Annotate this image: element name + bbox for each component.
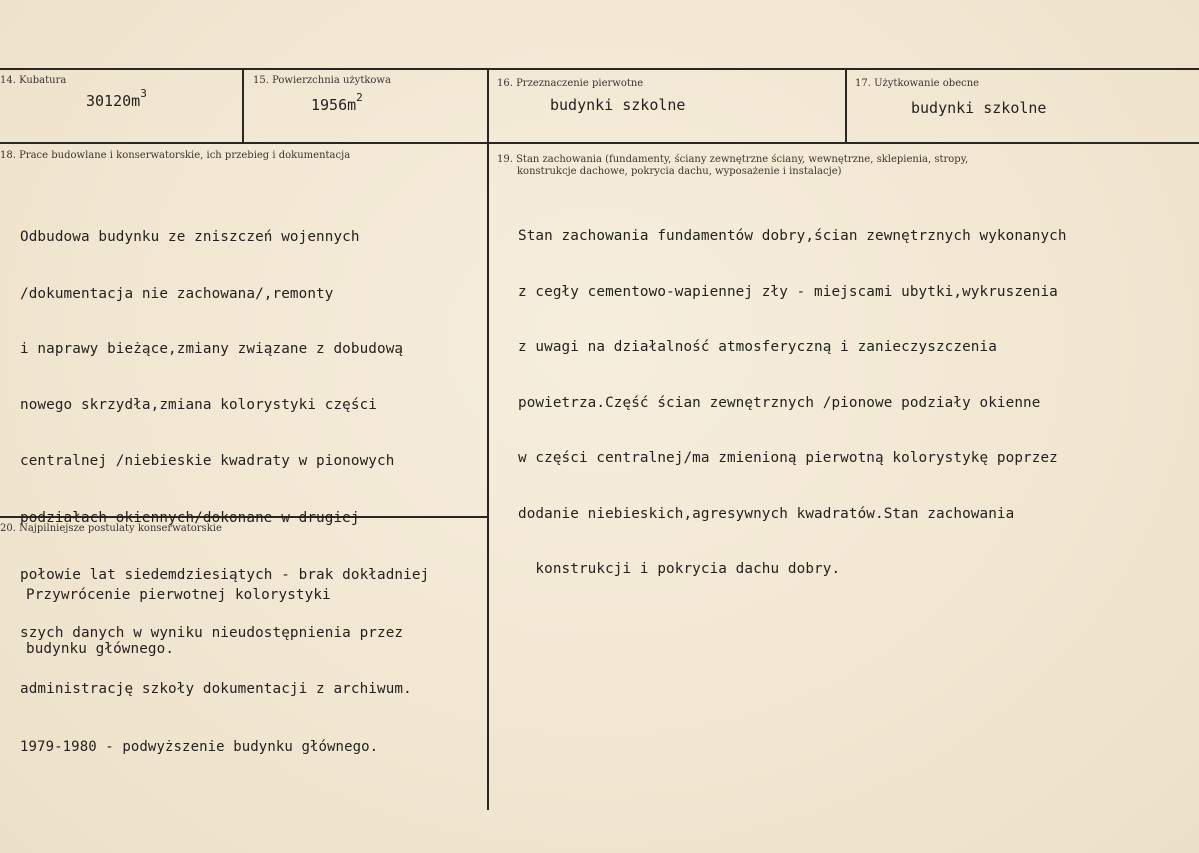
stan-zachowania-text xyxy=(518,190,1067,616)
text-line: administrację szkoły dokumentacji z archiwum. xyxy=(20,681,412,698)
text-line: konstrukcji i pokrycia dachu dobry. xyxy=(518,561,841,577)
text-line: nowego skrzydła,zmiana kolorystyki części xyxy=(20,396,378,413)
divider-16-17 xyxy=(845,68,847,143)
text-line: dodanie niebieskich,agresywnych kwadratów.Stan zachowania xyxy=(518,505,1015,522)
stan-zachowania-label: 19. Stan zachowania (fundamenty, ściany zewnętrzne ściany, wewnętrzne, sklepienia, stropy, konstrukcje dachowe, pokrycia dachu, wyposażenie i instalacje) xyxy=(497,154,969,177)
prace-budowlane-text xyxy=(20,190,429,797)
text-line: centralnej /niebieskie kwadraty w pionowych xyxy=(20,453,395,470)
uzytkowanie-value: budynki szkolne xyxy=(911,99,1047,117)
kubatura-value: $30120m^3$ xyxy=(86,87,147,110)
postulaty-label: 20. Najpilniejsze postulaty konserwatorskie xyxy=(0,523,222,534)
text-line: podziałach okiennych/dokonane w drugiej xyxy=(20,509,360,526)
text-line: połowie lat siedemdziesiątych - brak dokładniej xyxy=(20,567,430,584)
text-line: budynku głównego. xyxy=(26,641,175,657)
powierzchnia-label: 15. Powierzchnia użytkowa xyxy=(253,75,391,86)
text-line: i naprawy bieżące,zmiany związane z dobudową xyxy=(20,341,404,358)
text-line: z uwagi na działalność atmosferyczną i zanieczyszczenia xyxy=(518,339,997,355)
text-line: szych danych w wyniku nieudostępnienia przez xyxy=(20,624,404,641)
kubatura-label: 14. Kubatura xyxy=(0,75,67,86)
przeznaczenie-label: 16. Przeznaczenie pierwotne xyxy=(497,78,644,89)
text-line: Stan zachowania fundamentów dobry,ścian zewnętrznych wykonanych xyxy=(518,228,1067,244)
text-line: w części centralnej/ma zmienioną pierwotną kolorystykę poprzez xyxy=(518,450,1058,466)
text-line: 1979-1980 - podwyższenie budynku głównego. xyxy=(20,739,379,756)
main-column-divider xyxy=(487,68,489,810)
text-line: Odbudowa budynku ze zniszczeń wojennych xyxy=(20,229,360,246)
middle-rule xyxy=(0,142,1199,144)
text-line: powietrza.Część ścian zewnętrznych /pionowe podziały okienne xyxy=(518,394,1041,411)
postulaty-text xyxy=(26,550,331,694)
prace-budowlane-label: 18. Prace budowlane i konserwatorskie, ich przebieg i dokumentacja xyxy=(0,150,351,161)
top-rule xyxy=(0,68,1199,70)
text-line: Przywrócenie pierwotnej kolorystyki xyxy=(26,587,331,603)
text-line: z cegły cementowo-wapiennej zły - miejscami ubytki,wykruszenia xyxy=(518,283,1058,300)
divider-14-15 xyxy=(242,68,244,143)
przeznaczenie-value: budynki szkolne xyxy=(550,96,686,114)
text-line: /dokumentacja nie zachowana/,remonty xyxy=(20,286,334,303)
uzytkowanie-label: 17. Użytkowanie obecne xyxy=(855,78,980,89)
powierzchnia-value: $1956m^2$ xyxy=(311,91,363,114)
